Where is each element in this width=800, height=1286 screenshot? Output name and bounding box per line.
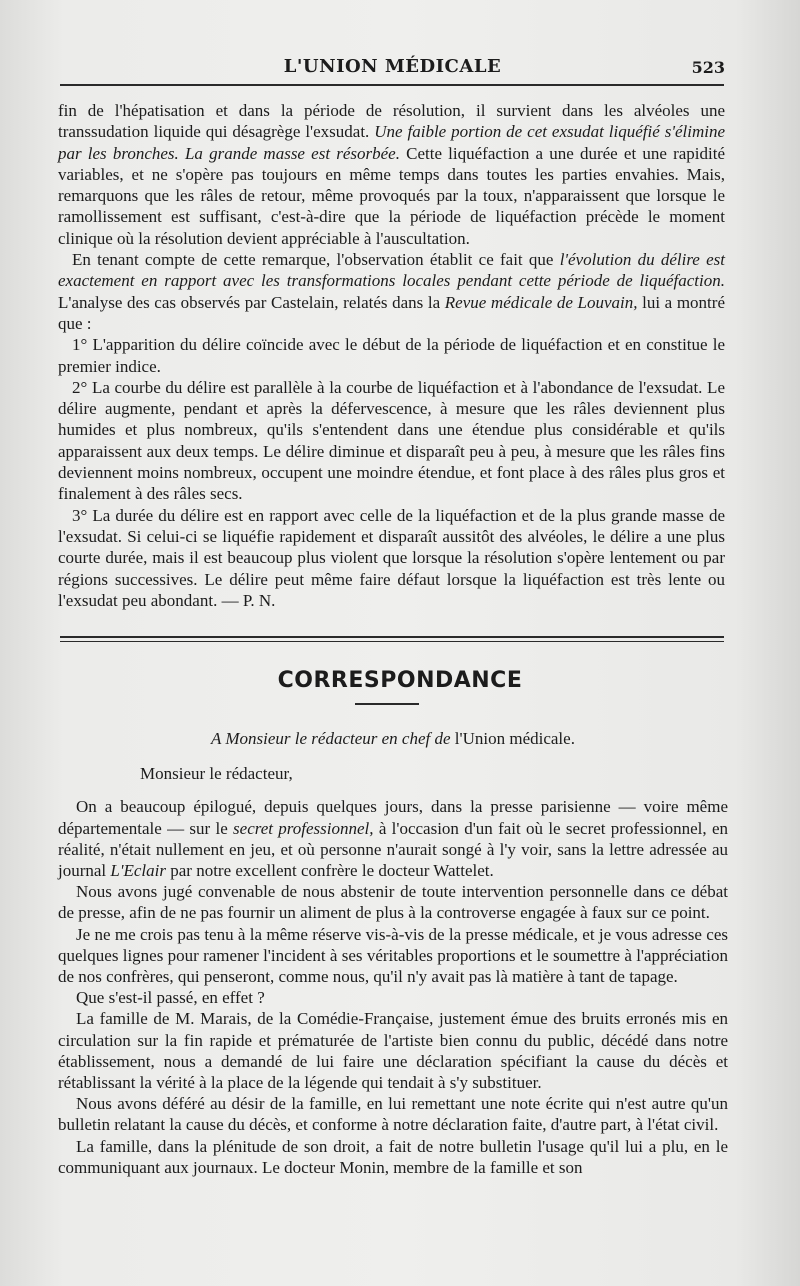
text-run: Union médicale bbox=[462, 729, 571, 748]
text-run: l'évolution du délire est exactement en rapport avec les transformations locales pendant cette période de liquéfaction. bbox=[58, 250, 725, 291]
text-run: l' bbox=[454, 729, 463, 748]
text-run: A Monsieur le rédacteur en chef de bbox=[211, 729, 455, 748]
text-run: secret professionnel, bbox=[233, 818, 374, 838]
paragraph-liquefaction bbox=[58, 100, 725, 249]
finding-2: 2° La courbe du délire est parallèle à la courbe de liquéfaction et à l'abondance de l'exsudat. Le délire augmente, pendant et après la défervescence, à mesure que les râles deviennent plus humides et plus nombreux, qu'ils s'entendent dans une étendue plus considérable et qu'ils apparaissent aux deux temps. Le délire diminue et disparaît peu à peu, à mesure que les râles fins deviennent moins nombreux, occupent une moindre étendue, et font place à des râles plus gros et finalement à des râles secs. bbox=[58, 377, 725, 504]
letter-paragraph-3: Je ne me crois pas tenu à la même réserve vis-à-vis de la presse médicale, et je vous adresse ces quelques lignes pour ramener l'incident à ses véritables proportions et le soumettre à l'appréciation de nos confrères, qui penseront, comme nous, qu'il n'y avait pas là matière à tant de tapage. bbox=[58, 924, 728, 987]
finding-1: 1° L'apparition du délire coïncide avec le début de la période de liquéfaction et en constitue le premier indice. bbox=[58, 335, 725, 376]
text-run: L'Eclair bbox=[110, 861, 166, 881]
page-number: 523 bbox=[691, 58, 725, 77]
text-run: Revue médicale de Louvain, bbox=[444, 292, 638, 312]
text-run: Cette liquéfaction a une durée et une rapidité variables, et ne s'opère pas toujours en même temps dans toutes les parties envahies. Mais, remarquons que les râles de retour, même provoqués par la toux, n'apparaissent que lorsque le ramollissement est suffisant, c'est-à-dire que la période de liquéfaction précède le moment clinique où la résolution devient appréciable à l'auscultation. bbox=[58, 143, 725, 248]
section-title: CORRESPONDANCE bbox=[277, 668, 523, 693]
letter-paragraph-6: Nous avons déféré au désir de la famille, en lui remettant une note écrite qui n'est autre qu'un bulletin relatant la cause du décès, et conforme à notre déclaration faite, d'autre part, à l'état civil. bbox=[58, 1094, 728, 1135]
header-rule bbox=[60, 84, 724, 86]
text-run: fin de l'hépatisation et dans la période de résolution, il survient dans les alvéoles une transsudation liquide qui désagrège l'exsudat. bbox=[58, 101, 725, 142]
letter-paragraph-5: La famille de M. Marais, de la Comédie-Française, justement émue des bruits erronés mis en circulation sur la fin rapide et prématurée de l'artiste bien connu du public, décédé dans notre établissement, nous a demandé de lui faire une déclaration spécifiant la cause du décès et rétablissant la vérité à la place de la légende qui tendait à s'y substituer. bbox=[58, 1009, 728, 1093]
text-run: L'analyse des cas observés par Castelain, relatés dans la bbox=[58, 292, 445, 312]
text-run: lui a montré que : bbox=[58, 292, 725, 333]
article-body bbox=[58, 100, 725, 611]
finding-3: 3° La durée du délire est en rapport avec celle de la liquéfaction et de la plus grande masse de l'exsudat. Si celui-ci se liquéfie rapidement et disparaît aussitôt des alvéoles, le délire a une plus courte durée, mais il est beaucoup plus violent que lorsque la résolution s'opère lentement ou par régions successives. Le délire peut même faire défaut lorsque la liquéfaction est très lente ou l'exsudat peu abondant. — P. N. bbox=[58, 505, 725, 610]
letter-paragraph-1 bbox=[58, 796, 728, 881]
text-run: Une faible portion de cet exsudat liquéfié s'élimine par les bronches. La grande masse est résorbée. bbox=[58, 122, 725, 163]
section-divider-top bbox=[60, 636, 724, 638]
letter-paragraph-2: Nous avons jugé convenable de nous abstenir de toute intervention personnelle dans ce débat de presse, afin de ne pas fournir un aliment de plus à la controverse engagée à faux sur ce point. bbox=[58, 882, 728, 923]
text-run: par notre excellent confrère le docteur Wattelet. bbox=[166, 861, 494, 881]
section-title-underline bbox=[355, 703, 419, 705]
correspondence-letter bbox=[58, 724, 728, 1178]
section-divider-bottom bbox=[60, 641, 724, 642]
letter-address bbox=[58, 728, 728, 749]
page-header bbox=[60, 52, 725, 82]
text-run: . bbox=[570, 729, 575, 748]
text-run: En tenant compte de cette remarque, l'observation établit ce fait que bbox=[72, 250, 560, 270]
letter-paragraph-4: Que s'est-il passé, en effet ? bbox=[76, 988, 265, 1008]
letter-salutation: Monsieur le rédacteur, bbox=[140, 764, 293, 784]
letter-paragraph-7: La famille, dans la plénitude de son droit, a fait de notre bulletin l'usage qu'il lui a plu, en le communiquant aux journaux. Le docteur Monin, membre de la famille et son bbox=[58, 1136, 728, 1177]
text-run: On a beaucoup épilogué, depuis quelques jours, dans la presse parisienne — voire même départementale — sur le bbox=[58, 797, 728, 838]
text-run: à l'occasion d'un fait où le secret professionnel, en réalité, n'était nullement en jeu, et où personne n'aurait songé à l'y voir, sans la lettre adressée au journal bbox=[58, 818, 728, 881]
running-title: L'UNION MÉDICALE bbox=[283, 56, 502, 77]
paragraph-observation bbox=[58, 249, 725, 334]
